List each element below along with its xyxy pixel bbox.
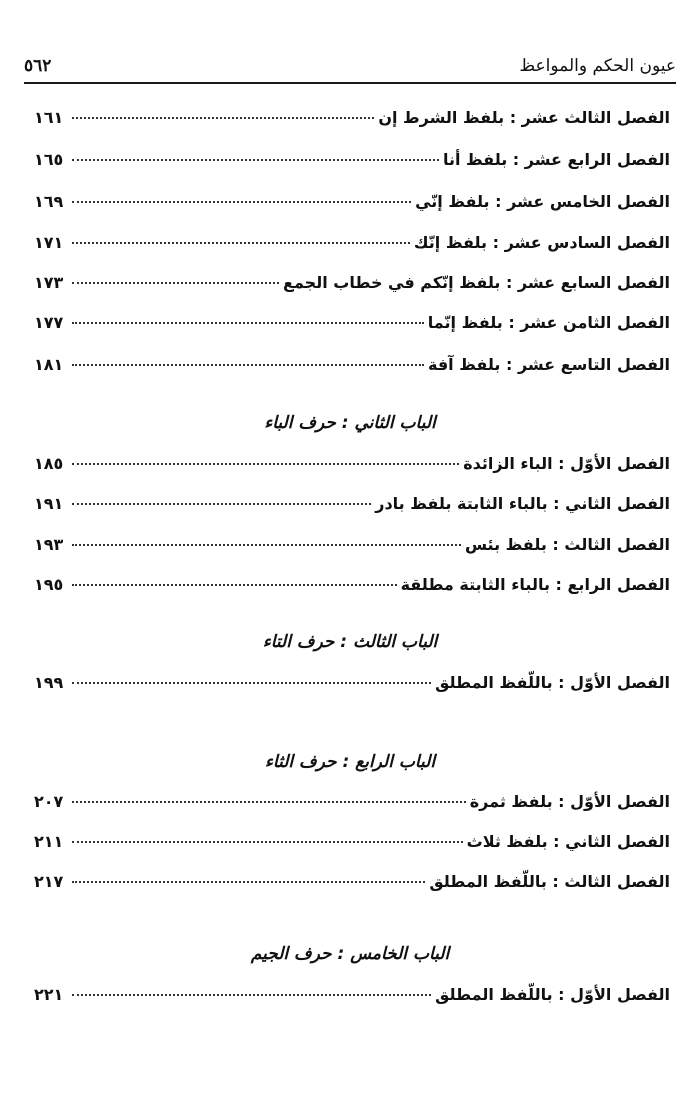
entry-title: الفصل الثاني : بلفظ ثلاث [466, 832, 670, 851]
entry-page: ١٧٧ [34, 313, 64, 332]
toc-entry[interactable] [34, 832, 670, 862]
toc-entry[interactable] [34, 872, 670, 902]
entry-title: الفصل السادس عشر : بلفظ إنّك [413, 233, 670, 252]
entry-page: ١٧١ [34, 233, 64, 252]
entry-page: ١٦٥ [34, 150, 64, 169]
chapter-heading: الباب الثاني : حرف الباء [264, 413, 436, 433]
entry-page: ١٨١ [34, 355, 64, 374]
entry-title: الفصل التاسع عشر : بلفظ آفة [427, 355, 670, 374]
entry-title: الفصل الثالث : بلفظ بئس [464, 535, 670, 554]
entry-page: ١٩٥ [34, 575, 64, 594]
dot-leader [72, 841, 463, 843]
toc-entry[interactable] [34, 273, 670, 303]
page-header [24, 46, 676, 84]
entry-title: الفصل الرابع عشر : بلفظ أنا [442, 150, 670, 169]
dot-leader [72, 282, 279, 284]
entry-title: الفصل الأوّل : بلفظ ثمرة [469, 792, 670, 811]
dot-leader [72, 881, 425, 883]
entry-title: الفصل الرابع : بالباء الثابتة مطلقة [400, 575, 670, 594]
entry-title: الفصل الأوّل : الباء الزائدة [463, 454, 670, 473]
entry-page: ٢٢١ [34, 985, 64, 1004]
toc-entry[interactable] [34, 575, 670, 605]
toc-entry[interactable] [34, 150, 670, 180]
toc-entry[interactable] [34, 355, 670, 385]
entry-title: الفصل الخامس عشر : بلفظ إنّي [415, 192, 670, 211]
toc-entry[interactable] [34, 313, 670, 343]
dot-leader [72, 801, 466, 803]
toc-entry[interactable] [34, 233, 670, 263]
dot-leader [72, 503, 371, 505]
dot-leader [72, 322, 424, 324]
page-number: ٥٦٢ [24, 56, 52, 76]
entry-title: الفصل الثاني : بالباء الثابتة بلفظ بادر [375, 494, 670, 513]
chapter-heading: الباب الثالث : حرف التاء [262, 632, 438, 652]
chapter-heading: الباب الخامس : حرف الجيم [250, 944, 450, 964]
dot-leader [72, 201, 411, 203]
entry-title: الفصل الأوّل : باللّفظ المطلق [435, 985, 670, 1004]
toc-entry[interactable] [34, 792, 670, 822]
dot-leader [72, 994, 431, 996]
toc-entry[interactable] [34, 454, 670, 484]
toc-entry[interactable] [34, 108, 670, 138]
toc-entry[interactable] [34, 535, 670, 565]
toc-entry[interactable] [34, 985, 670, 1015]
entry-page: ١٨٥ [34, 454, 64, 473]
dot-leader [72, 463, 459, 465]
toc-entry[interactable] [34, 494, 670, 524]
book-title: عيون الحكم والمواعظ [519, 56, 676, 76]
entry-page: ١٦٩ [34, 192, 64, 211]
entry-page: ٢٠٧ [34, 792, 64, 811]
entry-page: ٢١١ [34, 832, 64, 851]
dot-leader [72, 544, 461, 546]
entry-title: الفصل الثامن عشر : بلفظ إنّما [427, 313, 670, 332]
dot-leader [72, 584, 397, 586]
entry-page: ٢١٧ [34, 872, 64, 891]
dot-leader [72, 682, 431, 684]
dot-leader [72, 117, 374, 119]
entry-title: الفصل الثالث : باللّفظ المطلق [429, 872, 670, 891]
chapter-heading: الباب الرابع : حرف الثاء [264, 752, 436, 772]
entry-page: ١٩٩ [34, 673, 64, 692]
toc-entry[interactable] [34, 673, 670, 703]
entry-page: ١٦١ [34, 108, 64, 127]
entry-title: الفصل الأوّل : باللّفظ المطلق [435, 673, 670, 692]
entry-page: ١٧٣ [34, 273, 64, 292]
entry-page: ١٩١ [34, 494, 64, 513]
entry-page: ١٩٣ [34, 535, 64, 554]
toc-entry[interactable] [34, 192, 670, 222]
entry-title: الفصل السابع عشر : بلفظ إنّكم في خطاب الجمع [283, 273, 670, 292]
entry-title: الفصل الثالث عشر : بلفظ الشرط إن [378, 108, 670, 127]
dot-leader [72, 242, 410, 244]
dot-leader [72, 159, 439, 161]
dot-leader [72, 364, 424, 366]
